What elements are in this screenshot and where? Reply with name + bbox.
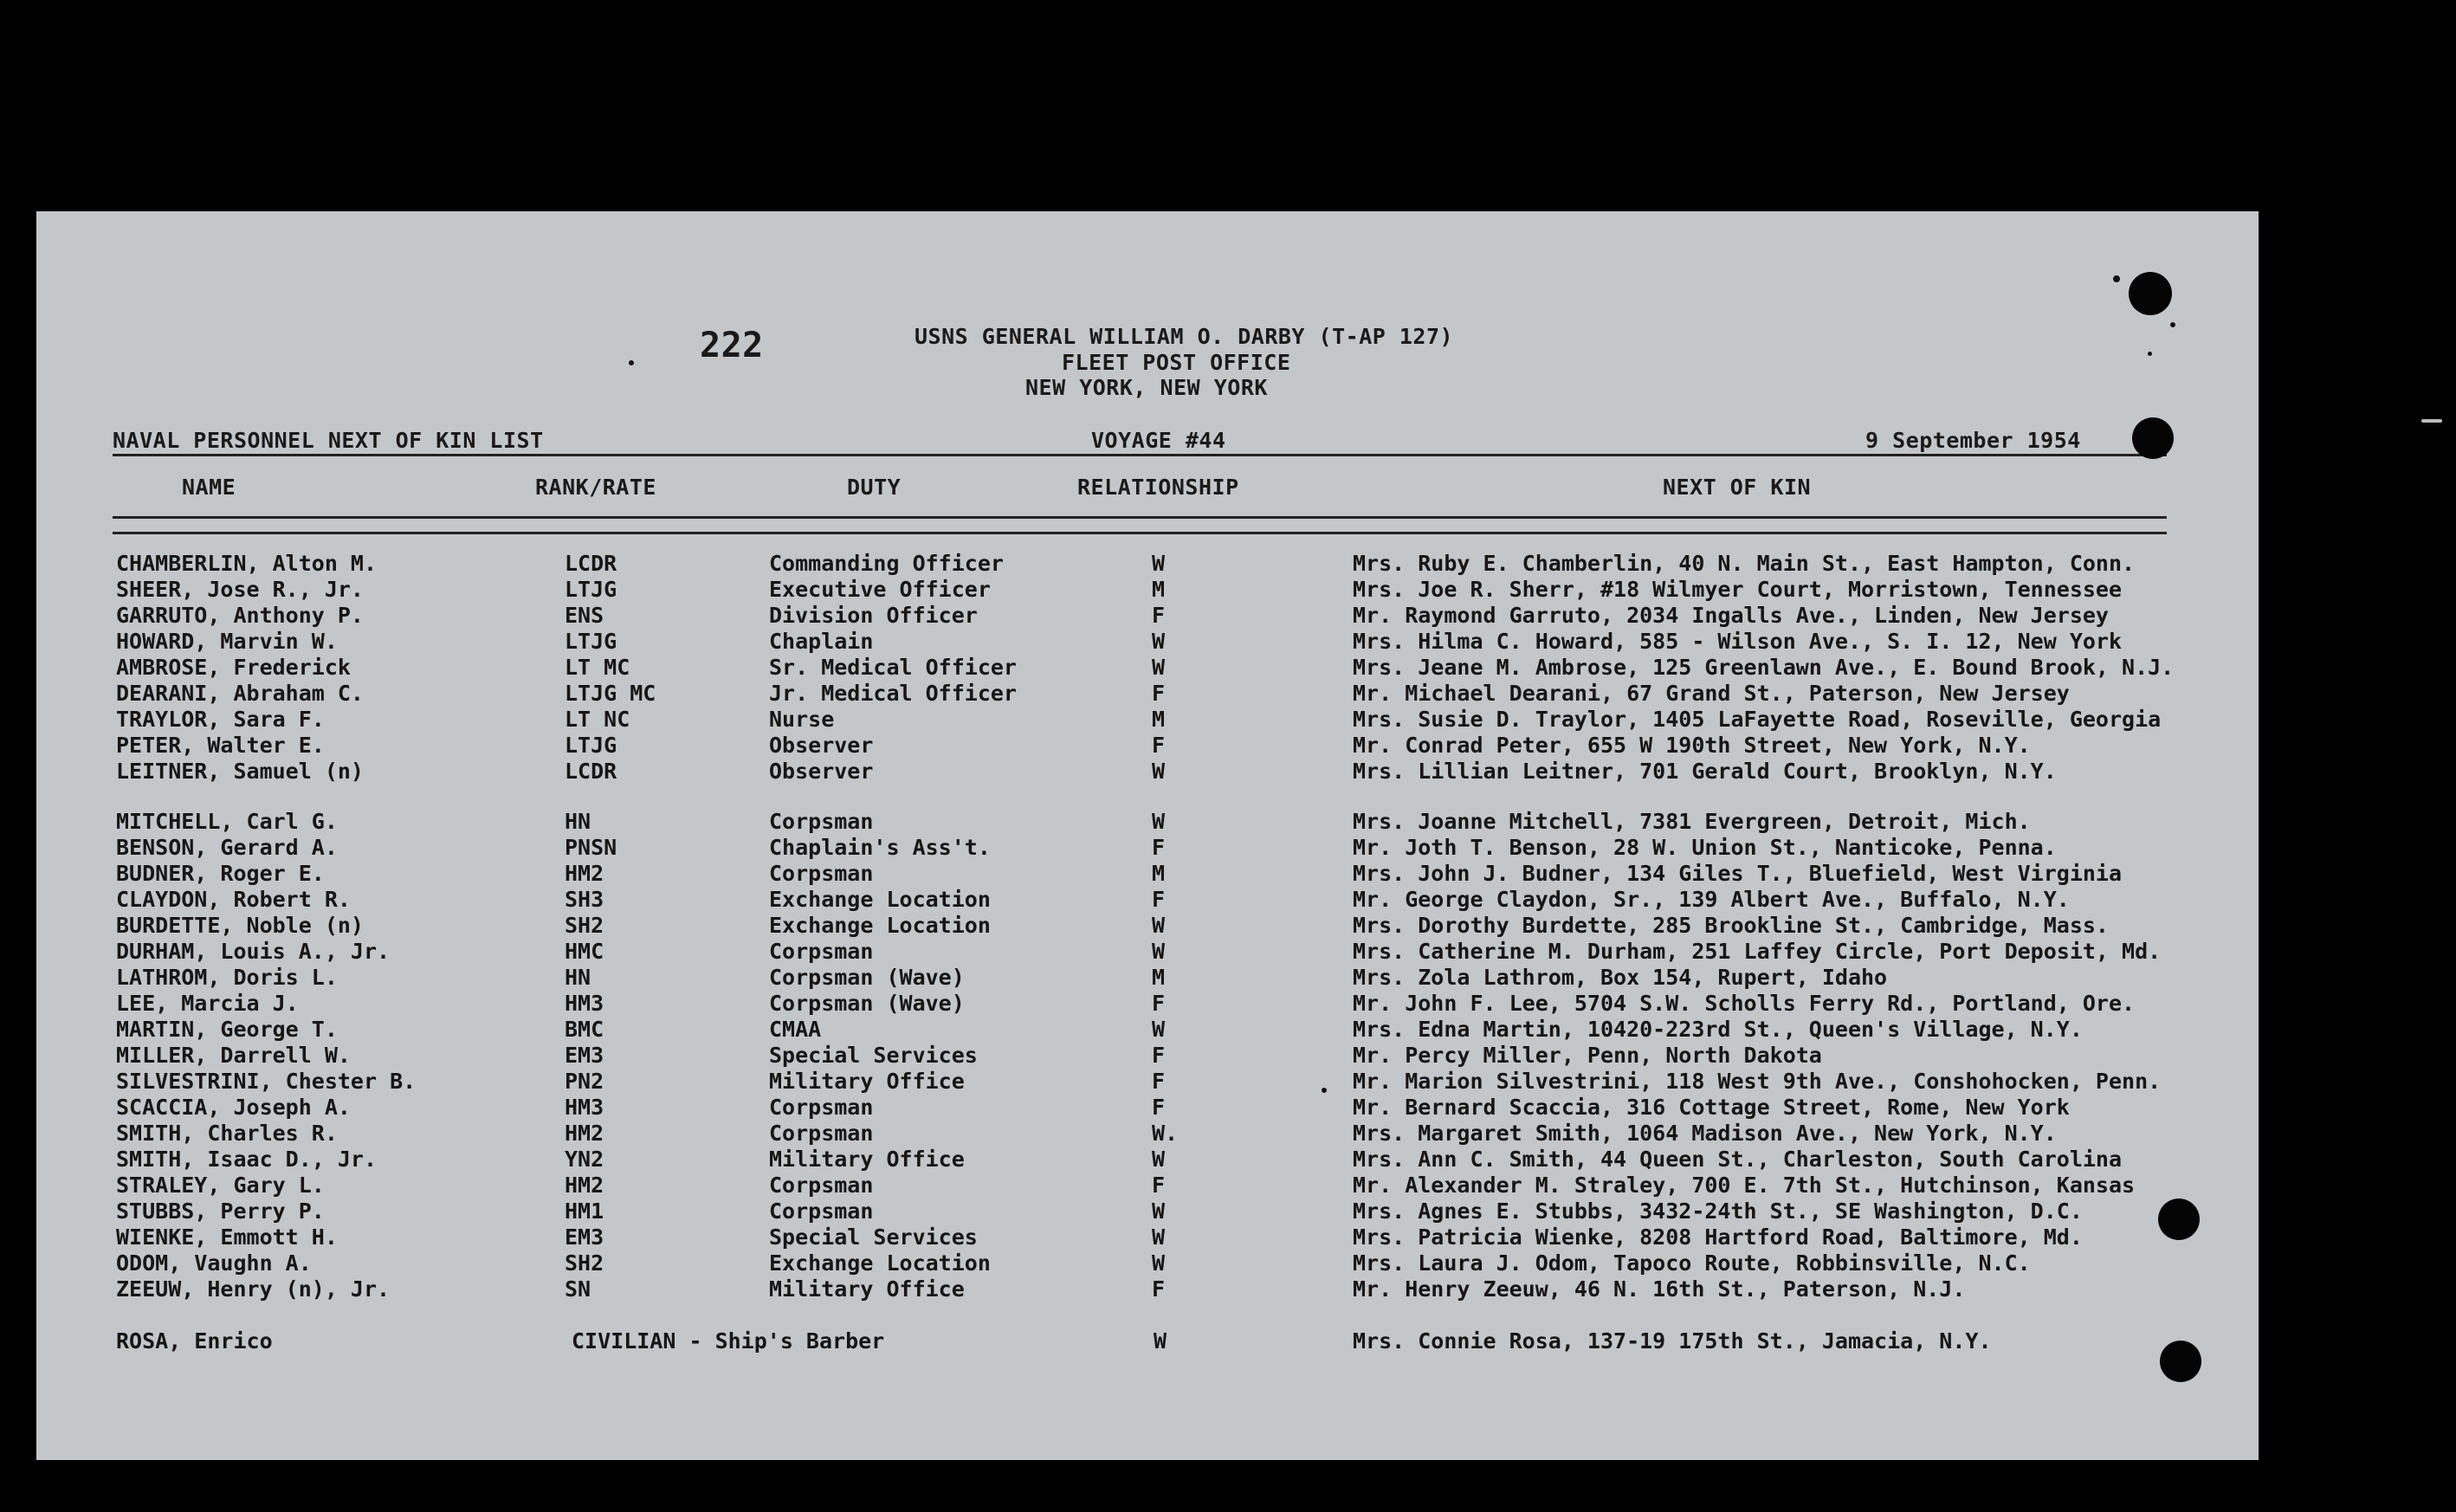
row-name: LEE, Marcia J.	[116, 991, 299, 1016]
personnel-row	[36, 965, 2259, 991]
row-rank: HMC	[565, 939, 604, 964]
row-relationship: W	[1152, 1199, 1166, 1224]
row-rank: HM2	[565, 1121, 604, 1146]
row-name: CLAYDON, Robert R.	[116, 887, 351, 912]
row-rank: PN2	[565, 1069, 604, 1094]
row-next-of-kin: Mrs. Jeane M. Ambrose, 125 Greenlawn Ave., E. Bound Brook, N.J.	[1353, 655, 2175, 680]
row-next-of-kin: Mr. Percy Miller, Penn, North Dakota	[1353, 1043, 1822, 1068]
personnel-row	[36, 1043, 2259, 1069]
speck	[2170, 322, 2175, 327]
personnel-row	[36, 1069, 2259, 1095]
page-number: 222	[700, 326, 764, 365]
row-rank: HM2	[565, 861, 604, 886]
row-duty: Observer	[769, 733, 874, 758]
personnel-row	[36, 1147, 2259, 1173]
personnel-row	[36, 1095, 2259, 1121]
row-name: GARRUTO, Anthony P.	[116, 603, 364, 628]
speck	[2421, 419, 2442, 423]
row-name: STUBBS, Perry P.	[116, 1199, 325, 1224]
column-header-relationship: RELATIONSHIP	[1077, 475, 1239, 500]
row-relationship: F	[1152, 681, 1166, 706]
row-rank: EM3	[565, 1224, 604, 1250]
row-duty: Corpsman	[769, 1173, 874, 1198]
row-rank: LT MC	[565, 655, 630, 680]
row-duty: Corpsman	[769, 1095, 874, 1120]
row-name: LATHROM, Doris L.	[116, 965, 338, 990]
row-relationship: W	[1152, 1017, 1166, 1042]
row-relationship: W	[1152, 655, 1166, 680]
row-next-of-kin: Mr. Conrad Peter, 655 W 190th Street, New York, N.Y.	[1353, 733, 2031, 758]
row-rank: EM3	[565, 1043, 604, 1068]
personnel-row	[36, 759, 2259, 785]
row-relationship: M	[1152, 861, 1166, 886]
row-next-of-kin: Mrs. Catherine M. Durham, 251 Laffey Circle, Port Deposit, Md.	[1353, 939, 2162, 964]
row-next-of-kin: Mr. Michael Dearani, 67 Grand St., Paterson, New Jersey	[1353, 681, 2070, 706]
personnel-row	[36, 733, 2259, 759]
city: NEW YORK, NEW YORK	[1025, 375, 1268, 400]
row-duty: Special Services	[769, 1043, 978, 1068]
row-rank: LCDR	[565, 551, 617, 576]
row-rank: SN	[565, 1276, 591, 1302]
row-relationship: F	[1152, 887, 1166, 912]
row-name: MITCHELL, Carl G.	[116, 809, 338, 834]
row-duty: Commanding Officer	[769, 551, 1004, 576]
row-duty: Corpsman	[769, 809, 874, 834]
row-relationship: W	[1152, 759, 1166, 784]
personnel-row	[36, 861, 2259, 887]
row-rank: HM3	[565, 991, 604, 1016]
row-name: BURDETTE, Noble (n)	[116, 913, 364, 938]
row-duty: Observer	[769, 759, 874, 784]
row-duty: Corpsman (Wave)	[769, 965, 965, 990]
personnel-row	[36, 655, 2259, 681]
personnel-row	[36, 939, 2259, 965]
personnel-row	[36, 1017, 2259, 1043]
row-duty: Corpsman	[769, 861, 874, 886]
row-duty: Exchange Location	[769, 887, 991, 912]
row-relationship: W	[1152, 1147, 1166, 1172]
row-next-of-kin: Mrs. Joe R. Sherr, #18 Wilmyer Court, Morristown, Tennessee	[1353, 577, 2123, 602]
row-name: MILLER, Darrell W.	[116, 1043, 351, 1068]
row-name: SILVESTRINI, Chester B.	[116, 1069, 417, 1094]
row-rank: HN	[565, 809, 591, 834]
row-duty: Exchange Location	[769, 913, 991, 938]
row-rank: LTJG MC	[565, 681, 656, 706]
row-name: WIENKE, Emmott H.	[116, 1224, 338, 1250]
punch-hole	[2129, 272, 2172, 315]
row-name: DURHAM, Louis A., Jr.	[116, 939, 391, 964]
row-next-of-kin: Mrs. Dorothy Burdette, 285 Brookline St., Cambridge, Mass.	[1353, 913, 2109, 938]
row-relationship: F	[1152, 1095, 1166, 1120]
row-duty: Military Office	[769, 1069, 965, 1094]
personnel-row	[36, 1199, 2259, 1224]
row-relationship: W	[1152, 913, 1166, 938]
row-next-of-kin: Mrs. Joanne Mitchell, 7381 Evergreen, Detroit, Mich.	[1353, 809, 2031, 834]
row-duty: Corpsman	[769, 1121, 874, 1146]
personnel-row	[36, 991, 2259, 1017]
row-next-of-kin: Mrs. Laura J. Odom, Tapoco Route, Robbinsville, N.C.	[1353, 1250, 2031, 1276]
row-next-of-kin: Mrs. Susie D. Traylor, 1405 LaFayette Road, Roseville, Georgia	[1353, 707, 2162, 732]
row-duty: Special Services	[769, 1224, 978, 1250]
row-next-of-kin: Mrs. Ruby E. Chamberlin, 40 N. Main St., East Hampton, Conn.	[1353, 551, 2136, 576]
row-rank: ENS	[565, 603, 604, 628]
civilian-relationship: W	[1154, 1328, 1167, 1354]
personnel-row	[36, 887, 2259, 913]
row-duty: Sr. Medical Officer	[769, 655, 1017, 680]
row-next-of-kin: Mrs. Margaret Smith, 1064 Madison Ave., New York, N.Y.	[1353, 1121, 2057, 1146]
personnel-row	[36, 835, 2259, 861]
row-rank: LT NC	[565, 707, 630, 732]
row-name: SMITH, Charles R.	[116, 1121, 338, 1146]
column-header-duty: DUTY	[847, 475, 902, 500]
row-relationship: F	[1152, 1043, 1166, 1068]
row-rank: HN	[565, 965, 591, 990]
row-next-of-kin: Mrs. Patricia Wienke, 8208 Hartford Road, Baltimore, Md.	[1353, 1224, 2083, 1250]
personnel-row	[36, 603, 2259, 629]
voyage: VOYAGE #44	[1091, 428, 1226, 453]
row-relationship: W	[1152, 939, 1166, 964]
row-duty: Exchange Location	[769, 1250, 991, 1276]
row-duty: CMAA	[769, 1017, 822, 1042]
row-relationship: M	[1152, 965, 1166, 990]
row-relationship: W	[1152, 551, 1166, 576]
row-next-of-kin: Mr. Marion Silvestrini, 118 West 9th Ave., Conshohocken, Penn.	[1353, 1069, 2162, 1094]
row-name: STRALEY, Gary L.	[116, 1173, 325, 1198]
personnel-row	[36, 913, 2259, 939]
personnel-row	[36, 629, 2259, 655]
row-next-of-kin: Mr. Henry Zeeuw, 46 N. 16th St., Paterson, N.J.	[1353, 1276, 1966, 1302]
speck	[2148, 352, 2152, 356]
row-name: MARTIN, George T.	[116, 1017, 338, 1042]
personnel-row	[36, 1173, 2259, 1199]
speck	[629, 360, 634, 365]
row-name: DEARANI, Abraham C.	[116, 681, 364, 706]
row-relationship: W	[1152, 809, 1166, 834]
post-office: FLEET POST OFFICE	[1062, 350, 1291, 375]
row-next-of-kin: Mrs. Lillian Leitner, 701 Gerald Court, Brooklyn, N.Y.	[1353, 759, 2057, 784]
row-duty: Corpsman (Wave)	[769, 991, 965, 1016]
column-header-name: NAME	[182, 475, 236, 500]
row-rank: HM1	[565, 1199, 604, 1224]
speck	[1322, 1088, 1327, 1093]
personnel-row	[36, 1121, 2259, 1147]
row-relationship: W	[1152, 1224, 1166, 1250]
row-relationship: F	[1152, 835, 1166, 860]
row-duty: Chaplain's Ass't.	[769, 835, 991, 860]
row-name: ODOM, Vaughn A.	[116, 1250, 312, 1276]
row-next-of-kin: Mr. Alexander M. Straley, 700 E. 7th St., Hutchinson, Kansas	[1353, 1173, 2136, 1198]
row-relationship: F	[1152, 991, 1166, 1016]
row-rank: PNSN	[565, 835, 617, 860]
row-relationship: W	[1152, 1250, 1166, 1276]
row-duty: Corpsman	[769, 1199, 874, 1224]
column-header-rank: RANK/RATE	[535, 475, 656, 500]
row-rank: BMC	[565, 1017, 604, 1042]
personnel-row	[36, 551, 2259, 577]
row-next-of-kin: Mr. John F. Lee, 5704 S.W. Scholls Ferry Rd., Portland, Ore.	[1353, 991, 2136, 1016]
civilian-rank-duty: CIVILIAN - Ship's Barber	[572, 1328, 885, 1354]
civilian-next-of-kin: Mrs. Connie Rosa, 137-19 175th St., Jamacia, N.Y.	[1353, 1328, 1992, 1354]
personnel-row	[36, 1250, 2259, 1276]
personnel-row	[36, 707, 2259, 733]
row-rank: LCDR	[565, 759, 617, 784]
row-next-of-kin: Mrs. John J. Budner, 134 Giles T., Bluefield, West Virginia	[1353, 861, 2123, 886]
row-next-of-kin: Mrs. Hilma C. Howard, 585 - Wilson Ave., S. I. 12, New York	[1353, 629, 2123, 654]
row-next-of-kin: Mrs. Zola Lathrom, Box 154, Rupert, Idaho	[1353, 965, 1888, 990]
row-rank: SH2	[565, 913, 604, 938]
row-name: SMITH, Isaac D., Jr.	[116, 1147, 378, 1172]
punch-hole	[2158, 1199, 2200, 1240]
row-name: BENSON, Gerard A.	[116, 835, 338, 860]
row-name: SCACCIA, Joseph A.	[116, 1095, 351, 1120]
row-duty: Nurse	[769, 707, 835, 732]
row-rank: HM2	[565, 1173, 604, 1198]
row-relationship: W.	[1152, 1121, 1179, 1146]
row-relationship: F	[1152, 1276, 1166, 1302]
punch-hole	[2160, 1341, 2201, 1382]
civilian-name: ROSA, Enrico	[116, 1328, 273, 1354]
row-relationship: F	[1152, 1069, 1166, 1094]
speck	[2113, 275, 2120, 282]
row-duty: Chaplain	[769, 629, 874, 654]
row-next-of-kin: Mrs. Agnes E. Stubbs, 3432-24th St., SE Washington, D.C.	[1353, 1199, 2083, 1224]
row-relationship: F	[1152, 603, 1166, 628]
punch-hole	[2132, 417, 2174, 459]
row-rank: LTJG	[565, 629, 617, 654]
row-name: BUDNER, Roger E.	[116, 861, 325, 886]
row-next-of-kin: Mr. George Claydon, Sr., 139 Albert Ave., Buffalo, N.Y.	[1353, 887, 2070, 912]
header-rule-top	[113, 454, 2167, 456]
row-duty: Division Officer	[769, 603, 978, 628]
row-duty: Military Office	[769, 1276, 965, 1302]
personnel-row	[36, 1224, 2259, 1250]
row-duty: Military Office	[769, 1147, 965, 1172]
document-sheet	[36, 211, 2259, 1460]
column-header-next-of-kin: NEXT OF KIN	[1663, 475, 1812, 500]
row-name: CHAMBERLIN, Alton M.	[116, 551, 378, 576]
row-name: SHEER, Jose R., Jr.	[116, 577, 364, 602]
row-next-of-kin: Mr. Raymond Garruto, 2034 Ingalls Ave., Linden, New Jersey	[1353, 603, 2109, 628]
row-rank: YN2	[565, 1147, 604, 1172]
personnel-row	[36, 681, 2259, 707]
row-rank: SH3	[565, 887, 604, 912]
row-name: PETER, Walter E.	[116, 733, 325, 758]
personnel-row	[36, 809, 2259, 835]
row-next-of-kin: Mr. Bernard Scaccia, 316 Cottage Street, Rome, New York	[1353, 1095, 2070, 1120]
header-rule-middle	[113, 516, 2167, 519]
ship-name: USNS GENERAL WILLIAM O. DARBY (T-AP 127)	[915, 324, 1454, 349]
row-duty: Executive Officer	[769, 577, 991, 602]
row-duty: Corpsman	[769, 939, 874, 964]
row-next-of-kin: Mrs. Ann C. Smith, 44 Queen St., Charleston, South Carolina	[1353, 1147, 2123, 1172]
row-relationship: F	[1152, 733, 1166, 758]
row-name: LEITNER, Samuel (n)	[116, 759, 364, 784]
row-rank: HM3	[565, 1095, 604, 1120]
row-relationship: M	[1152, 707, 1166, 732]
row-rank: LTJG	[565, 733, 617, 758]
row-next-of-kin: Mrs. Edna Martin, 10420-223rd St., Queen's Village, N.Y.	[1353, 1017, 2083, 1042]
row-name: TRAYLOR, Sara F.	[116, 707, 325, 732]
row-duty: Jr. Medical Officer	[769, 681, 1017, 706]
row-next-of-kin: Mr. Joth T. Benson, 28 W. Union St., Nanticoke, Penna.	[1353, 835, 2057, 860]
document-date: 9 September 1954	[1865, 428, 2081, 453]
row-name: HOWARD, Marvin W.	[116, 629, 338, 654]
row-rank: SH2	[565, 1250, 604, 1276]
personnel-row	[36, 1276, 2259, 1302]
list-title: NAVAL PERSONNEL NEXT OF KIN LIST	[113, 428, 544, 453]
row-relationship: W	[1152, 629, 1166, 654]
row-relationship: F	[1152, 1173, 1166, 1198]
civilian-row	[36, 1328, 2259, 1354]
row-relationship: M	[1152, 577, 1166, 602]
row-rank: LTJG	[565, 577, 617, 602]
header-rule-bottom	[113, 532, 2167, 534]
personnel-row	[36, 577, 2259, 603]
row-name: ZEEUW, Henry (n), Jr.	[116, 1276, 391, 1302]
row-name: AMBROSE, Frederick	[116, 655, 351, 680]
